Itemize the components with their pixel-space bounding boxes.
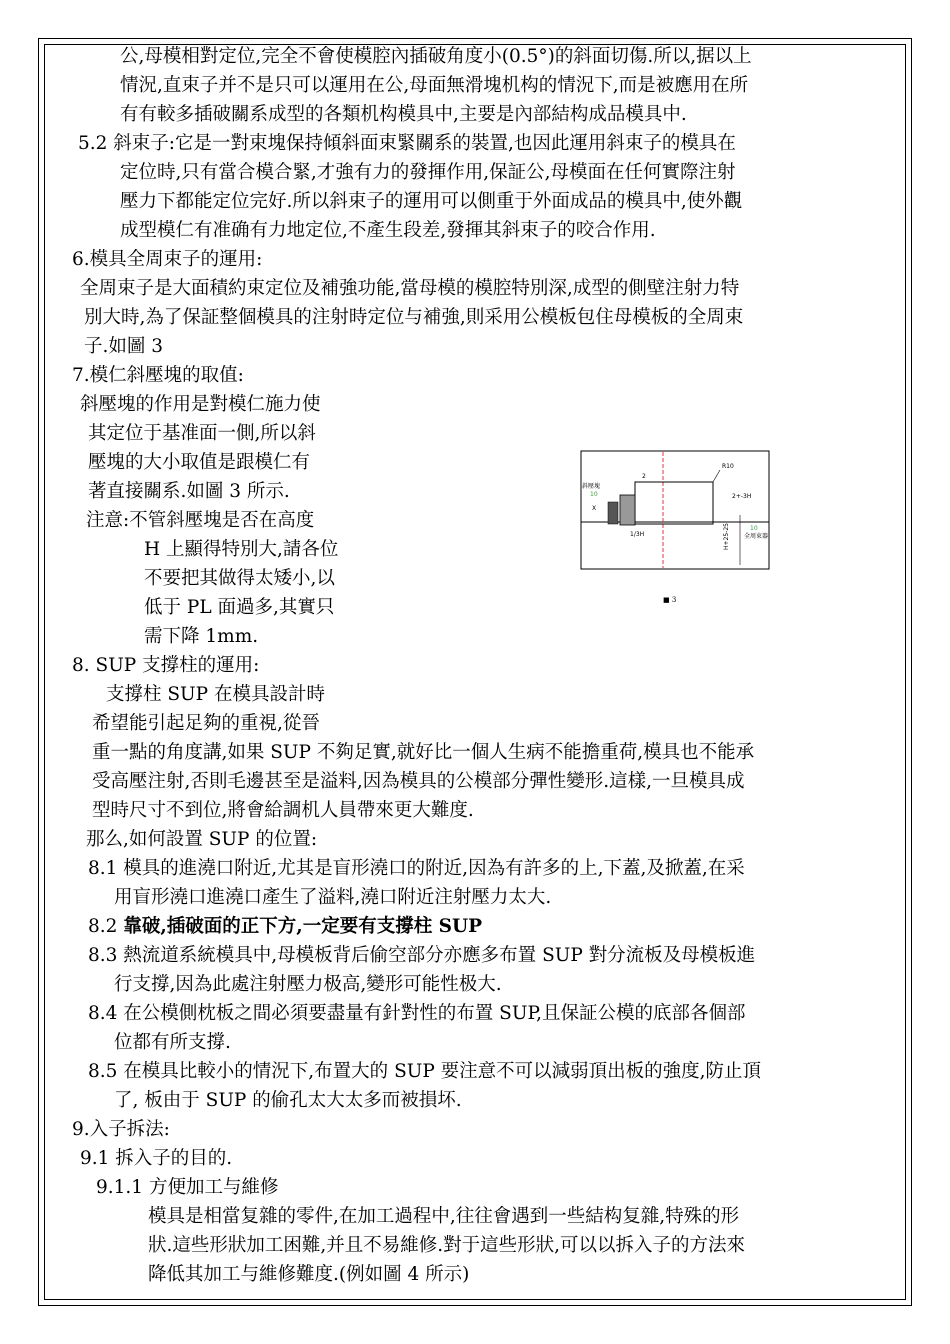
text-line: 低于 PL 面過多,其實只: [144, 597, 335, 618]
label-h: H+25-25: [723, 523, 730, 550]
section-8-2-emphasis: 靠破,插破面的正下方,一定要有支撐柱 SUP: [123, 916, 483, 937]
label-slider: 斜壓塊: [582, 483, 601, 490]
label-r10: R10: [722, 463, 734, 470]
text-line: 壓塊的大小取值是跟模仁有: [88, 452, 311, 473]
text-line: 子.如圖 3: [84, 336, 164, 357]
section-8-4: 8.4 在公模側枕板之間必須要盡量有針對性的布置 SUP,且保証公模的底部各個部: [88, 1003, 746, 1024]
wedge-block: [620, 495, 635, 525]
text-line: 用盲形澆口進澆口產生了溢料,澆口附近注射壓力太大.: [114, 887, 552, 908]
text-line: 行支撐,因為此處注射壓力极高,變形可能性极大.: [114, 974, 502, 995]
label-mold: 全周束器: [744, 533, 769, 540]
label-10a: 10: [590, 491, 598, 498]
label-2: 2: [642, 473, 646, 480]
section-8-1: 8.1 模具的進澆口附近,尤其是盲形澆口的附近,因為有許多的上,下蓋,及掀蓋,在采: [88, 858, 745, 879]
text-line: 全周束子是大面積約束定位及補強功能,當母模的模腔特別深,成型的側壁注射力特: [80, 278, 740, 299]
slider-block: [608, 502, 618, 524]
section-9-1-1: 9.1.1 方便加工与維修: [96, 1177, 279, 1198]
section-6-heading: 6.模具全周束子的運用:: [72, 249, 263, 270]
text-line: 定位時,只有當合模合緊,才強有力的發揮作用,保証公,母模面在任何實際注射: [120, 162, 736, 183]
text-line: 別大時,為了保証整個模具的注射時定位与補強,則采用公模板包住母模板的全周束: [84, 307, 744, 328]
label-10b: 10: [750, 525, 758, 532]
note-label: 注意:不管斜壓塊是否在高度: [86, 510, 315, 531]
label-24: 2+-3H: [732, 493, 752, 500]
text-line: 位都有所支撐.: [114, 1032, 231, 1053]
section-8-5: 8.5 在模具比較小的情況下,布置大的 SUP 要注意不可以減弱頂出板的強度,防止頂: [88, 1061, 762, 1082]
text-line: 斜壓塊的作用是對模仁施力使: [80, 394, 321, 415]
text-line: 希望能引起足夠的重視,從晉: [92, 713, 320, 734]
section-8-2: [88, 915, 482, 939]
text-line: 支撐柱 SUP 在模具設計時: [106, 684, 325, 705]
text-line: 公,母模相對定位,完全不會使模腔內插破角度小(0.5°)的斜面切傷.所以,据以上: [120, 46, 752, 67]
label-13h: 1/3H: [630, 531, 645, 538]
section-5-2: 5.2 斜束子:它是一對束塊保持傾斜面束緊關系的裝置,也因此運用斜束子的模具在: [78, 133, 736, 154]
text-line: 型時尺寸不到位,將會給調机人員帶來更大難度.: [92, 800, 474, 821]
text-line: 那么,如何設置 SUP 的位置:: [86, 829, 318, 850]
text-line: 情況,直束子并不是只可以運用在公,母面無滑塊机构的情況下,而是被應用在所: [120, 75, 749, 96]
text-line: 著直接關系.如圖 3 所示.: [88, 481, 290, 502]
text-line: H 上顯得特別大,請各位: [144, 539, 339, 560]
text-line: 降低其加工与維修難度.(例如圖 4 所示): [148, 1264, 470, 1285]
section-7-heading: 7.模仁斜壓塊的取值:: [72, 365, 244, 386]
radius-leader: [713, 470, 720, 482]
section-9-1: 9.1 拆入子的目的.: [80, 1148, 233, 1169]
label-x: X: [592, 505, 597, 512]
text-line: 其定位于基准面一側,所以斜: [88, 423, 316, 444]
mold-insert-outline: [635, 482, 713, 524]
section-8-3: 8.3 熱流道系統模具中,母模板背后偷空部分亦應多布置 SUP 對分流板及母模板進: [88, 945, 756, 966]
text-line: 狀.這些形狀加工困難,并且不易維修.對于這些形狀,可以以拆入子的方法來: [148, 1235, 746, 1256]
section-8-heading: 8. SUP 支撐柱的運用:: [72, 655, 260, 676]
text-line: 了, 板由于 SUP 的偷孔太大太多而被損坏.: [114, 1090, 462, 1111]
text-line: 不要把其做得太矮小,以: [144, 568, 335, 589]
text-line: 壓力下都能定位完好.所以斜束子的運用可以側重于外面成品的模具中,使外觀: [120, 191, 743, 212]
section-8-2-number: 8.2: [88, 916, 124, 937]
figure-caption: ■ 3: [663, 596, 677, 604]
text-line: 受高壓注射,否則毛邊甚至是溢料,因為模具的公模部分彈性變形.這樣,一旦模具成: [92, 771, 745, 792]
text-line: 成型模仁有准确有力地定位,不產生段差,發揮其斜束子的咬合作用.: [120, 220, 656, 241]
section-9-heading: 9.入子拆法:: [72, 1119, 170, 1140]
text-line: 重一點的角度講,如果 SUP 不夠足實,就好比一個人生病不能擔重荷,模具也不能承: [92, 742, 755, 763]
text-line: 有有較多插破關系成型的各類机构模具中,主要是內部結构成品模具中.: [120, 104, 687, 125]
text-line: 模具是相當复雜的零件,在加工過程中,往往會遇到一些結构复雜,特殊的形: [148, 1206, 740, 1227]
figure-3-diagram: [580, 450, 770, 570]
text-line: 需下降 1mm.: [144, 626, 259, 647]
